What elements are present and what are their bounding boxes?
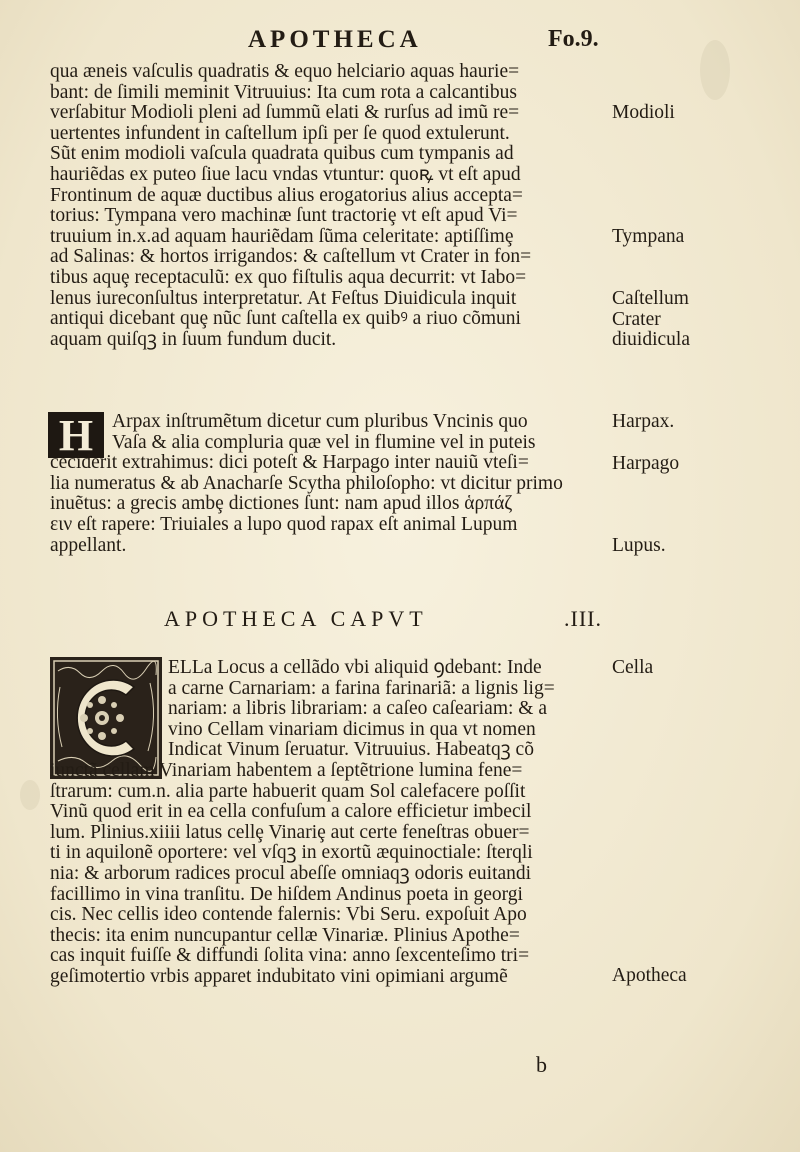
text-line: truuium in.x.ad aquam hauriẽdam ſũma celeritate: aptiſſimȩ	[50, 226, 514, 247]
margin-note: Crater	[612, 309, 661, 330]
text-line: appellant.	[50, 535, 127, 556]
text-line: a carne Carnariam: a farina farinariã: a lignis lig=	[168, 678, 555, 699]
text-line: Vinũ quod erit in ea cella confuſum a calore efficietur imbecil	[50, 802, 532, 823]
signature-mark: b	[536, 1052, 547, 1077]
text-line: cis. Nec cellis ideo contende falernis: Vbi Seru. expoſuit Apo	[50, 905, 527, 926]
text-line: lia numeratus & ab Anacharſe Scytha philoſopho: vt dicitur primo	[50, 473, 563, 494]
text-line: tibus aquȩ receptaculũ: ex quo fiſtulis aqua decurrit: vt Iabo=	[50, 267, 527, 288]
text-line: ſtrarum: cum.n. alia parte habuerit quam Sol calefacere poſſit	[50, 781, 526, 802]
running-head: APOTHECA	[248, 26, 422, 53]
text-line: aquam quiſqꝫ in ſuum fundum ducit.	[50, 329, 337, 350]
text-line: vino Cellam vinariam dicimus in qua vt nomen	[168, 719, 536, 740]
text-line: bant: de ſimili meminit Vitruuius: Ita cum rota a calcantibus	[50, 82, 517, 103]
text-line: ειν eſt rapere: Triuiales a lupo quod rapax eſt animal Lupum	[50, 514, 518, 535]
folio-number: Fo.9.	[548, 26, 599, 52]
margin-note: Cella	[612, 657, 654, 678]
text-line: cas inquit fuiſſe & diffundi ſolita vina: anno ſexcenteſimo tri=	[50, 946, 530, 967]
margin-note: diuidicula	[612, 329, 690, 350]
margin-note: Caſtellum	[612, 288, 689, 309]
margin-note: Lupus.	[612, 535, 666, 556]
text-line: thecis: ita enim nuncupantur cellæ Vinariæ. Plinius Apothe=	[50, 925, 520, 946]
paper-stain	[700, 40, 730, 100]
margin-note: Apotheca	[612, 965, 687, 986]
text-line: Sũt enim modioli vaſcula quadrata quibus cum tympanis ad	[50, 144, 514, 165]
text-line: Arpax inſtrumẽtum dicetur cum pluribus Vncinis quo	[112, 412, 528, 432]
text-line: uertentes infundent in caſtellum ipſi per ſe quod extulerunt.	[50, 123, 510, 144]
margin-note: Harpago	[612, 453, 680, 474]
margin-note: Tympana	[612, 226, 685, 247]
text-line: antiqui dicebant quȩ nũc ſunt caſtella ex quibꝰ a riuo cõmuni	[50, 309, 521, 330]
chapter-number: .III.	[564, 606, 602, 631]
text-line: Vaſa & alia compluria quæ vel in flumine vel in puteis	[112, 432, 536, 453]
text-line: verſabitur Modioli pleni ad ſummũ elati & rurſus ad imũ re=	[50, 103, 520, 124]
text-line: ELLa Locus a cellãdo vbi aliquid ꝯdebant: Inde	[168, 658, 542, 678]
text-block-3	[50, 658, 620, 988]
text-line: inuẽtus: a grecis ambȩ dictiones ſunt: nam apud illos ἁρπάζ	[50, 494, 513, 515]
margin-note: Harpax.	[612, 411, 675, 432]
text-line: hauriẽdas ex puteo ſiue lacu vndas vtuntur: quoꝶ vt eſt apud	[50, 164, 521, 185]
text-line: geſimotertio vrbis apparet indubitato vini opimiani argumẽ	[50, 966, 508, 987]
chapter-heading: APOTHECA CAPVT	[164, 606, 428, 631]
initial-letter-h: H	[48, 412, 104, 458]
text-line: ti in aquilonẽ oportere: vel vſqꝫ in exortũ æquinoctiale: ſterqli	[50, 843, 533, 864]
text-line: iunctã cellam Vinariam habentem a ſeptẽtrione lumina fene=	[50, 760, 523, 781]
text-block-1	[50, 62, 620, 350]
text-line: lum. Plinius.xiiii latus cellȩ Vinariȩ aut certe feneſtras obuer=	[50, 822, 530, 843]
text-line: ceciderit extrahimus: dici poteſt & Harpago inter nauiũ vteſi=	[50, 453, 529, 474]
margin-note: Modioli	[612, 102, 675, 123]
text-line: ad Salinas: & hortos irrigandos: & caſtellum vt Crater in fon=	[50, 247, 532, 268]
text-line: nia: & arborum radices procul abeſſe omniaqꝫ odoris euitandi	[50, 863, 532, 884]
text-line: qua æneis vaſculis quadratis & equo helciario aquas haurie=	[50, 62, 520, 82]
text-line: Indicat Vinum ſeruatur. Vitruuius. Habeatqꝫ cõ	[168, 740, 534, 761]
text-line: lenus iureconſultus interpretatur. At Feſtus Diuidicula inquit	[50, 288, 517, 309]
text-block-2	[50, 412, 620, 556]
text-line: nariam: a libris librariam: a caſeo caſeariam: & a	[168, 699, 547, 720]
text-line: Frontinum de aquæ ductibus alius erogatorius alius accepta=	[50, 185, 523, 206]
paper-stain	[20, 780, 40, 810]
text-line: facillimo in vina tranſitu. De hiſdem Andinus poeta in georgi	[50, 884, 523, 905]
text-line: torius: Tympana vero machinæ ſunt tractoriȩ vt eſt apud Vi=	[50, 206, 518, 227]
